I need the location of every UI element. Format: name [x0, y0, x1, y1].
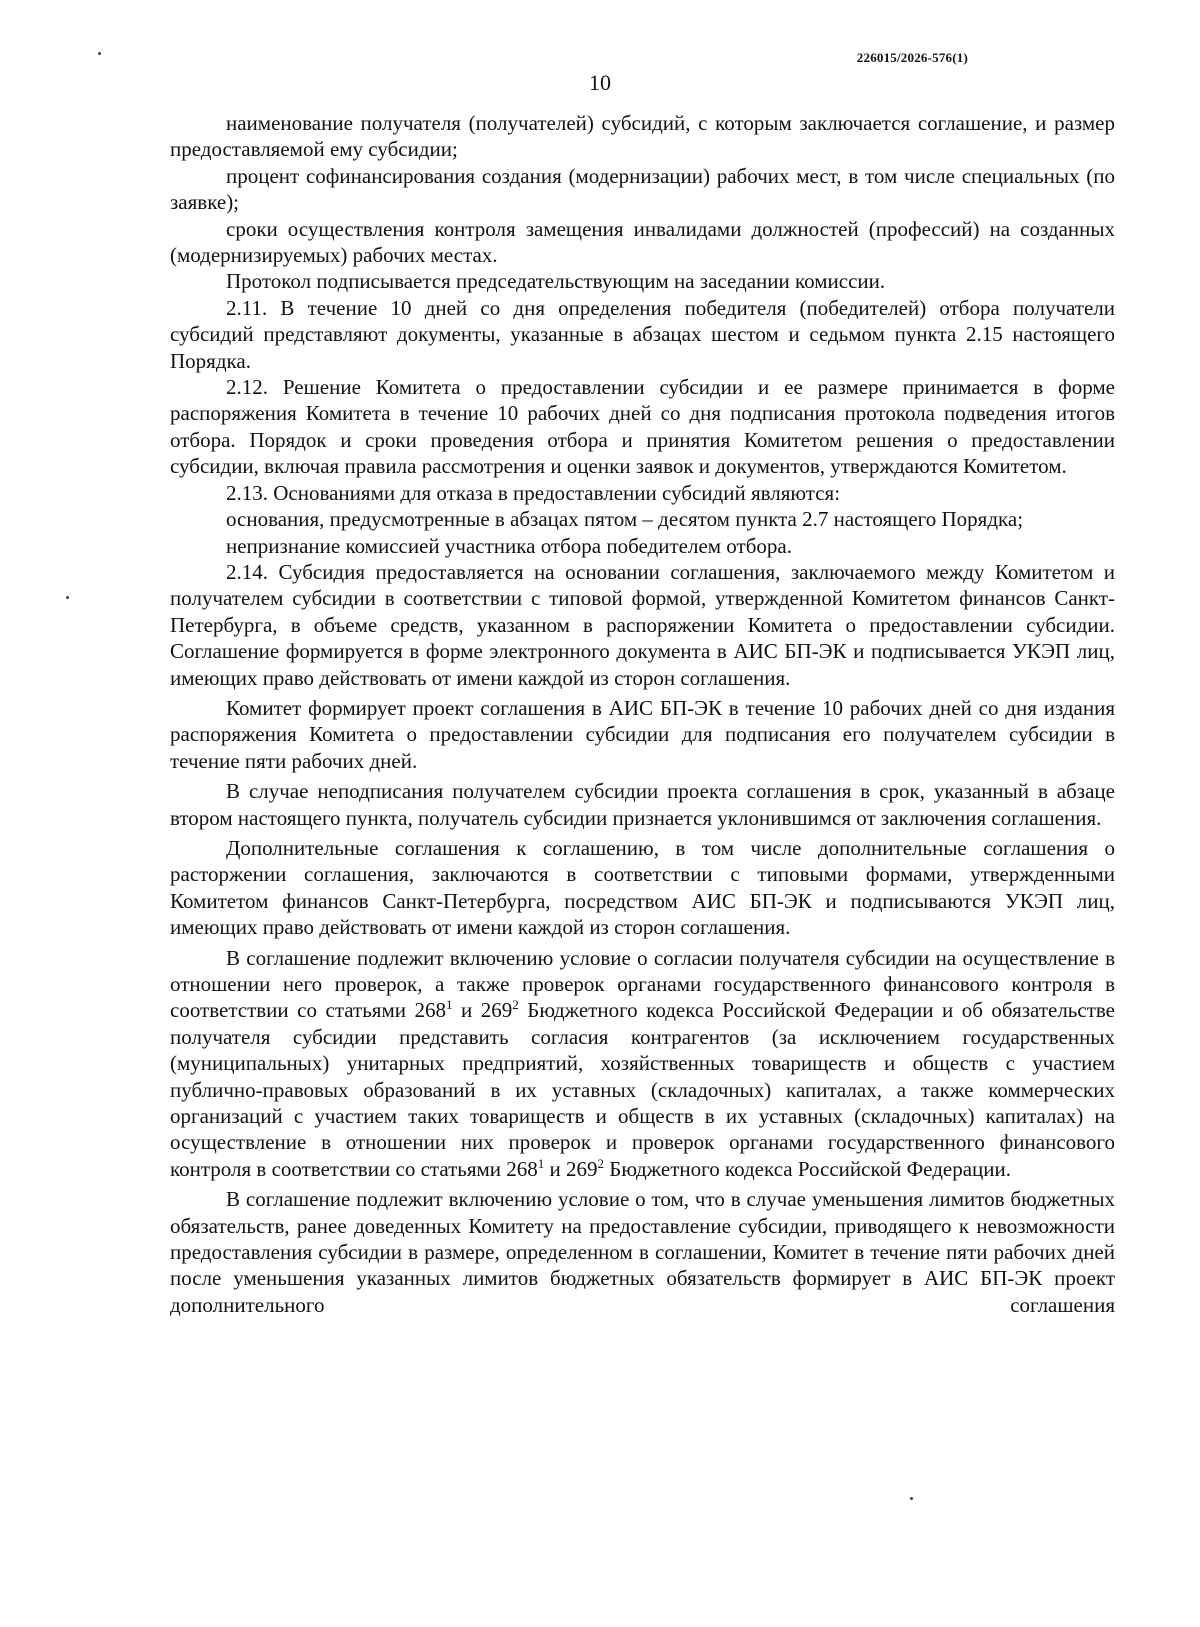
document-registration-number: 226015/2026-576(1) [856, 50, 968, 65]
paragraph: Комитет формирует проект соглашения в АИС БП-ЭК в течение 10 рабочих дней со дня издания распоряжения Комитета о предоставлении субсидии для подписания его получателем субсидии в течение пяти рабочих дней. [170, 695, 1115, 773]
scan-artifact-dot [66, 596, 69, 599]
paragraph-audit-consent [170, 945, 1115, 1183]
paragraph-clause-2-13: 2.13. Основаниями для отказа в предоставлении субсидий являются: [226, 480, 841, 505]
paragraph: наименование получателя (получателей) субсидий, с которым заключается соглашение, и размер предоставляемой ему субсидии; [170, 111, 1115, 162]
text-run: Бюджетного кодекса Российской Федерации и об обязательстве получателя субсидии представить согласия контрагентов (за исключением государственных (муниципальных) унитарных предприятий, хозяйственных товариществ и обществ с участием публично-правовых образований в их уставных (складочных) капиталах, а также коммерческих организаций с участием таких товариществ и обществ в их уставных (складочных) капиталах) на осуществление в отношении них проверок и проверок органами государственного финансового контроля в соответствии со статьями 268 [170, 998, 1115, 1181]
text-run: и 269 [544, 1156, 598, 1181]
superscript: 2 [512, 997, 519, 1013]
paragraph: непризнание комиссией участника отбора победителем отбора. [226, 533, 792, 558]
text-run: Бюджетного кодекса Российской Федерации. [604, 1156, 1012, 1181]
paragraph: основания, предусмотренные в абзацах пятом – десятом пункта 2.7 настоящего Порядка; [226, 507, 1024, 532]
paragraph-limits-reduction: В соглашение подлежит включению условие о том, что в случае уменьшения лимитов бюджетных обязательств, ранее доведенных Комитету на предоставление субсидии, приводящего к невозможности предоставления субсидии в размере, определенном в соглашении, Комитет в течение пяти рабочих дней после уменьшения указанных лимитов бюджетных обязательств формирует в АИС БП-ЭК проект дополнительного соглашения [170, 1187, 1115, 1317]
scan-artifact-dot [98, 52, 101, 55]
paragraph: Протокол подписывается председательствующим на заседании комиссии. [226, 269, 886, 294]
paragraph-clause-2-11: 2.11. В течение 10 дней со дня определения победителя (победителей) отбора получатели субсидий представляют документы, указанные в абзацах шестом и седьмом пункта 2.15 настоящего Порядка. [170, 295, 1115, 373]
paragraph-clause-2-12: 2.12. Решение Комитета о предоставлении субсидии и ее размере принимается в форме распоряжения Комитета в течение 10 рабочих дней со дня подписания протокола подведения итогов отбора. Порядок и сроки проведения отбора и принятия Комитетом решения о предоставлении субсидии, включая правила рассмотрения и оценки заявок и документов, утверждаются Комитетом. [170, 375, 1115, 479]
page-number: 10 [589, 70, 611, 95]
superscript: 1 [445, 997, 453, 1013]
superscript: 1 [537, 1155, 545, 1171]
text-run: В соглашение подлежит включению условие о согласии получателя субсидии на осуществление в отношении него проверок, а также проверок органами государственного финансового контроля в соответствии со статьями 268 [170, 945, 1115, 1023]
paragraph: В случае неподписания получателем субсидии проекта соглашения в срок, указанный в абзаце втором настоящего пункта, получатель субсидии признается уклонившимся от заключения соглашения. [170, 779, 1115, 830]
paragraph: процент софинансирования создания (модернизации) рабочих мест, в том числе специальных (по заявке); [170, 163, 1115, 215]
paragraph: Дополнительные соглашения к соглашению, в том числе дополнительные соглашения о расторжении соглашения, заключаются в соответствии с типовыми формами, утвержденными Комитетом финансов Санкт-Петербурга, посредством АИС БП-ЭК и подписываются УКЭП лиц, имеющих право действовать от имени каждой из сторон соглашения. [170, 835, 1115, 940]
text-run: и 269 [452, 998, 513, 1023]
paragraph: сроки осуществления контроля замещения инвалидами должностей (профессий) на созданных (модернизируемых) рабочих местах. [170, 216, 1115, 268]
superscript: 2 [597, 1155, 605, 1171]
document-body [170, 110, 1115, 1318]
scan-artifact-dot [910, 1497, 913, 1500]
paragraph-clause-2-14: 2.14. Субсидия предоставляется на основании соглашения, заключаемого между Комитетом и получателем субсидии в соответствии с типовой формой, утвержденной Комитетом финансов Санкт-Петербурга, в объеме средств, указанном в распоряжении Комитета о предоставлении субсидии. Соглашение формируется в форме электронного документа в АИС БП-ЭК и подписывается УКЭП лиц, имеющих право действовать от имени каждой из сторон соглашения. [170, 559, 1115, 690]
